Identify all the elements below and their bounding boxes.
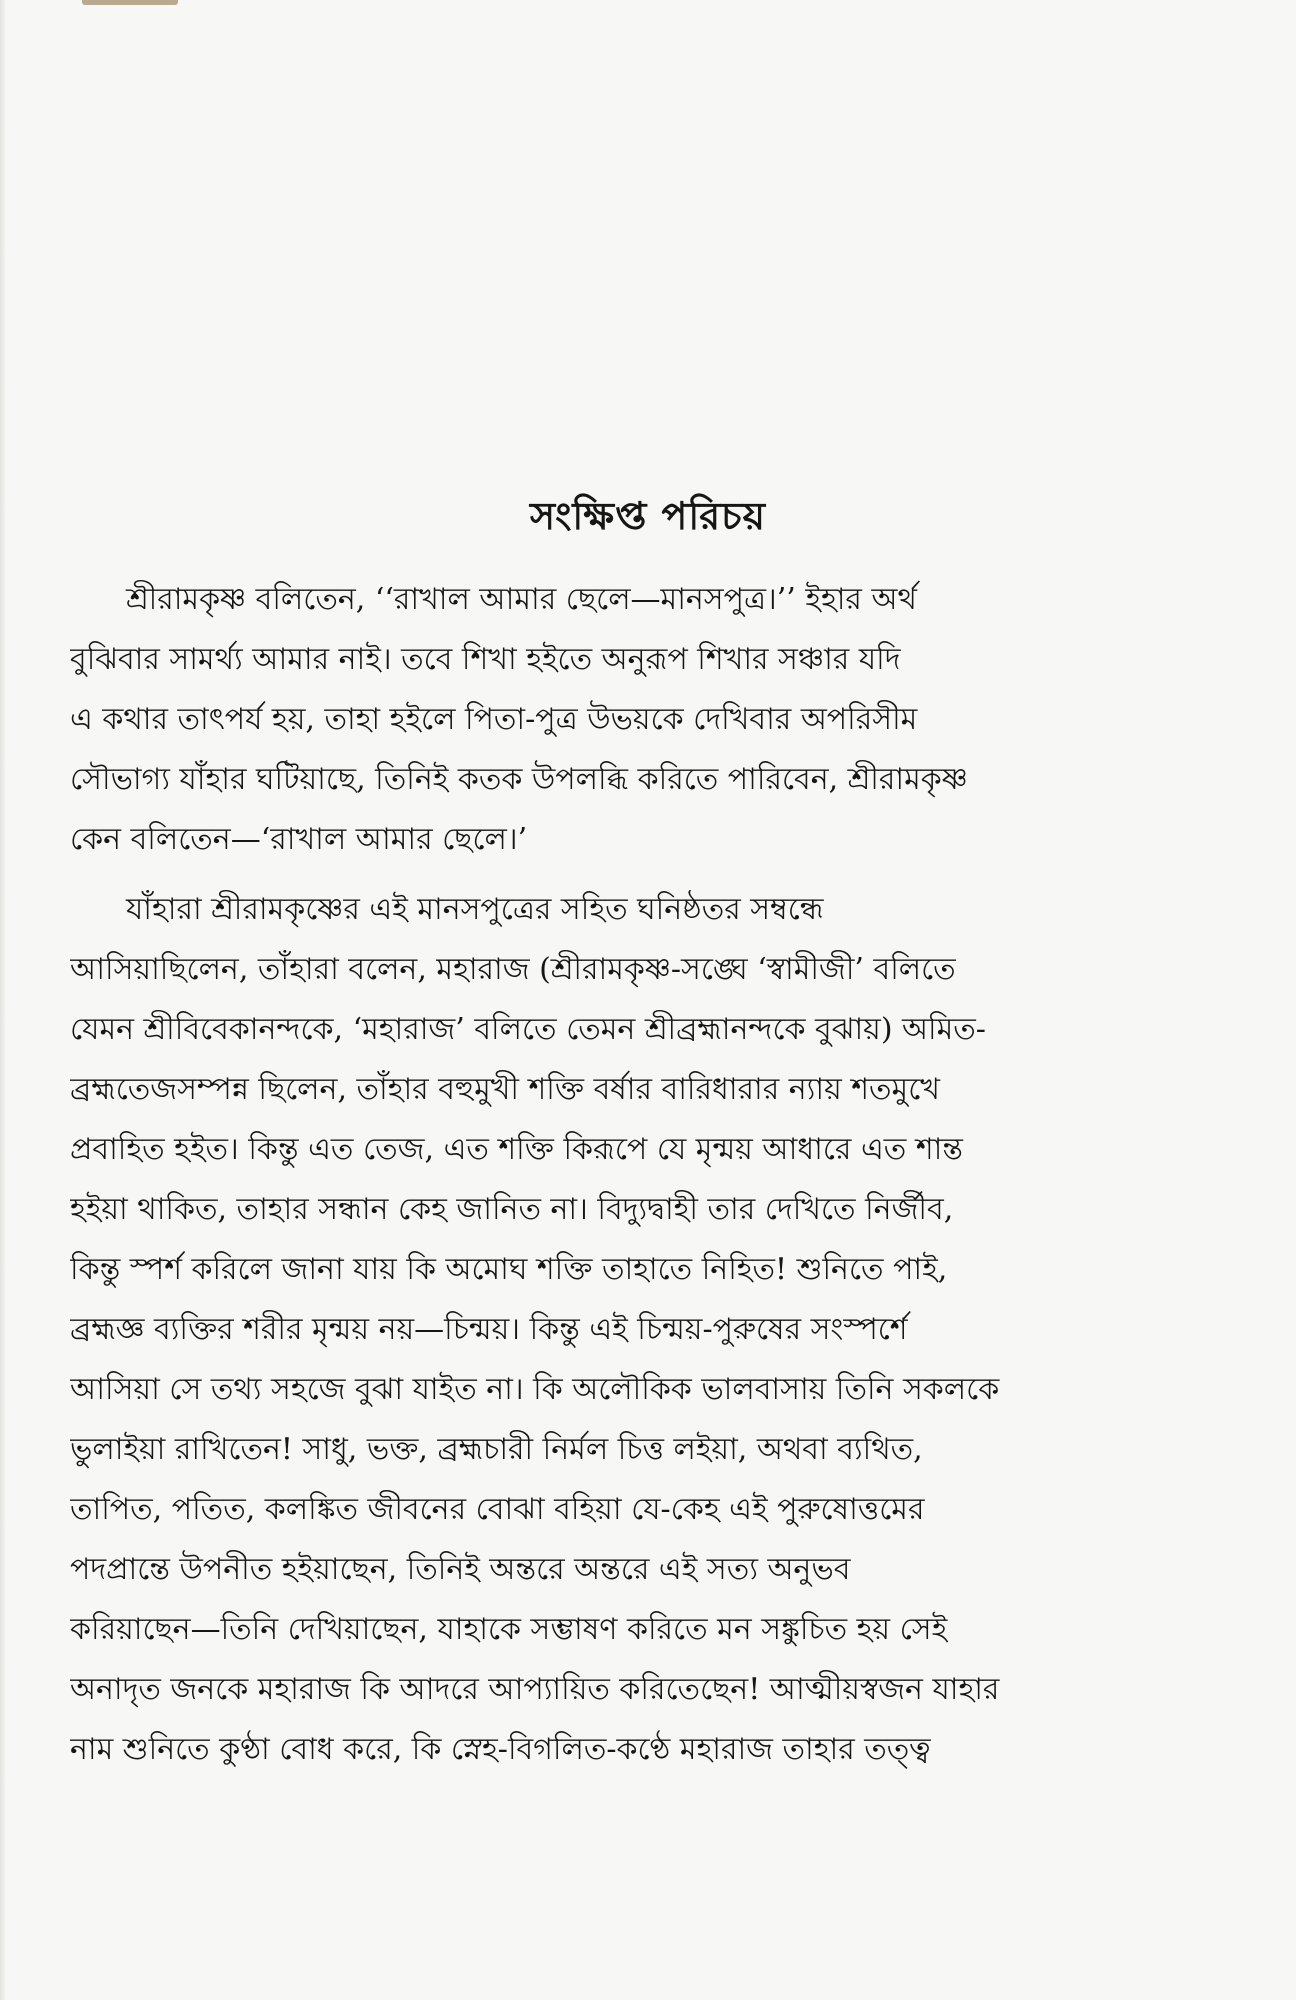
text-line: তাপিত, পতিত, কলঙ্কিত জীবনের বোঝা বহিয়া যে-কেহ এই পুরুষোত্তমের: [70, 1492, 925, 1527]
text-line: পদপ্রান্তে উপনীত হইয়াছেন, তিনিই অন্তরে অন্তরে এই সত্য অনুভব: [70, 1552, 851, 1587]
text-line: সৌভাগ্য যাঁহার ঘটিয়াছে, তিনিই কতক উপলব্ধি করিতে পারিবেন, শ্রীরামকৃষ্ণ: [70, 762, 968, 797]
text-line: হইয়া থাকিত, তাহার সন্ধান কেহ জানিত না। বিদ্যুদ্বাহী তার দেখিতে নির্জীব,: [70, 1192, 954, 1227]
text-line: অনাদৃত জনকে মহারাজ কি আদরে আপ্যায়িত করিতেছেন! আত্মীয়স্বজন যাহার: [70, 1672, 1000, 1707]
text-line: ব্রহ্মতেজসম্পন্ন ছিলেন, তাঁহার বহুমুখী শক্তি বর্ষার বারিধারার ন্যায় শতমুখে: [70, 1072, 940, 1107]
text-line: আসিয়া সে তথ্য সহজে বুঝা যাইত না। কি অলৌকিক ভালবাসায় তিনি সকলকে: [70, 1372, 1000, 1407]
text-line: কিন্তু স্পর্শ করিলে জানা যায় কি অমোঘ শক্তি তাহাতে নিহিত! শুনিতে পাই,: [70, 1252, 948, 1287]
paragraph-2: [70, 880, 1140, 1780]
top-edge-mark: [82, 0, 178, 5]
text-line: নাম শুনিতে কুণ্ঠা বোধ করে, কি স্নেহ-বিগলিত-কণ্ঠে মহারাজ তাহার তত্ত্ব: [70, 1732, 931, 1767]
text-line: ভুলাইয়া রাখিতেন! সাধু, ভক্ত, ব্রহ্মচারী নির্মল চিত্ত লইয়া, অথবা ব্যথিত,: [70, 1432, 923, 1467]
text-line: শ্রীরামকৃষ্ণ বলিতেন, ‘‘রাখাল আমার ছেলে—মানসপুত্র।’’ ইহার অর্থ: [126, 582, 917, 617]
page-edge-shadow: [0, 0, 6, 2000]
text-line: ব্রহ্মজ্ঞ ব্যক্তির শরীর মৃন্ময় নয়—চিন্ময়। কিন্তু এই চিন্ময়-পুরুষের সংস্পর্শে: [70, 1312, 908, 1347]
chapter-title: সংক্ষিপ্ত পরিচয়: [529, 493, 767, 538]
text-line: বুঝিবার সামর্থ্য আমার নাই। তবে শিখা হইতে অনুরূপ শিখার সঞ্চার যদি: [70, 642, 901, 677]
text-line: এ কথার তাৎপর্য হয়, তাহা হইলে পিতা-পুত্র উভয়কে দেখিবার অপরিসীম: [70, 702, 918, 737]
text-line: যেমন শ্রীবিবেকানন্দকে, ‘মহারাজ’ বলিতে তেমন শ্রীব্রহ্মানন্দকে বুঝায়) অমিত-: [70, 1012, 986, 1047]
text-line: আসিয়াছিলেন, তাঁহারা বলেন, মহারাজ (শ্রীরামকৃষ্ণ-সঙ্ঘে ‘স্বামীজী’ বলিতে: [70, 952, 956, 987]
text-line: কেন বলিতেন—‘রাখাল আমার ছেলে।’: [70, 822, 528, 857]
text-line: করিয়াছেন—তিনি দেখিয়াছেন, যাহাকে সম্ভাষণ করিতে মন সঙ্কুচিত হয় সেই: [70, 1612, 948, 1647]
text-line: যাঁহারা শ্রীরামকৃষ্ণের এই মানসপুত্রের সহিত ঘনিষ্ঠতর সম্বন্ধে: [126, 892, 824, 927]
paragraph-1: [70, 570, 1140, 870]
text-line: প্রবাহিত হইত। কিন্তু এত তেজ, এত শক্তি কিরূপে যে মৃন্ময় আধারে এত শান্ত: [70, 1132, 963, 1167]
